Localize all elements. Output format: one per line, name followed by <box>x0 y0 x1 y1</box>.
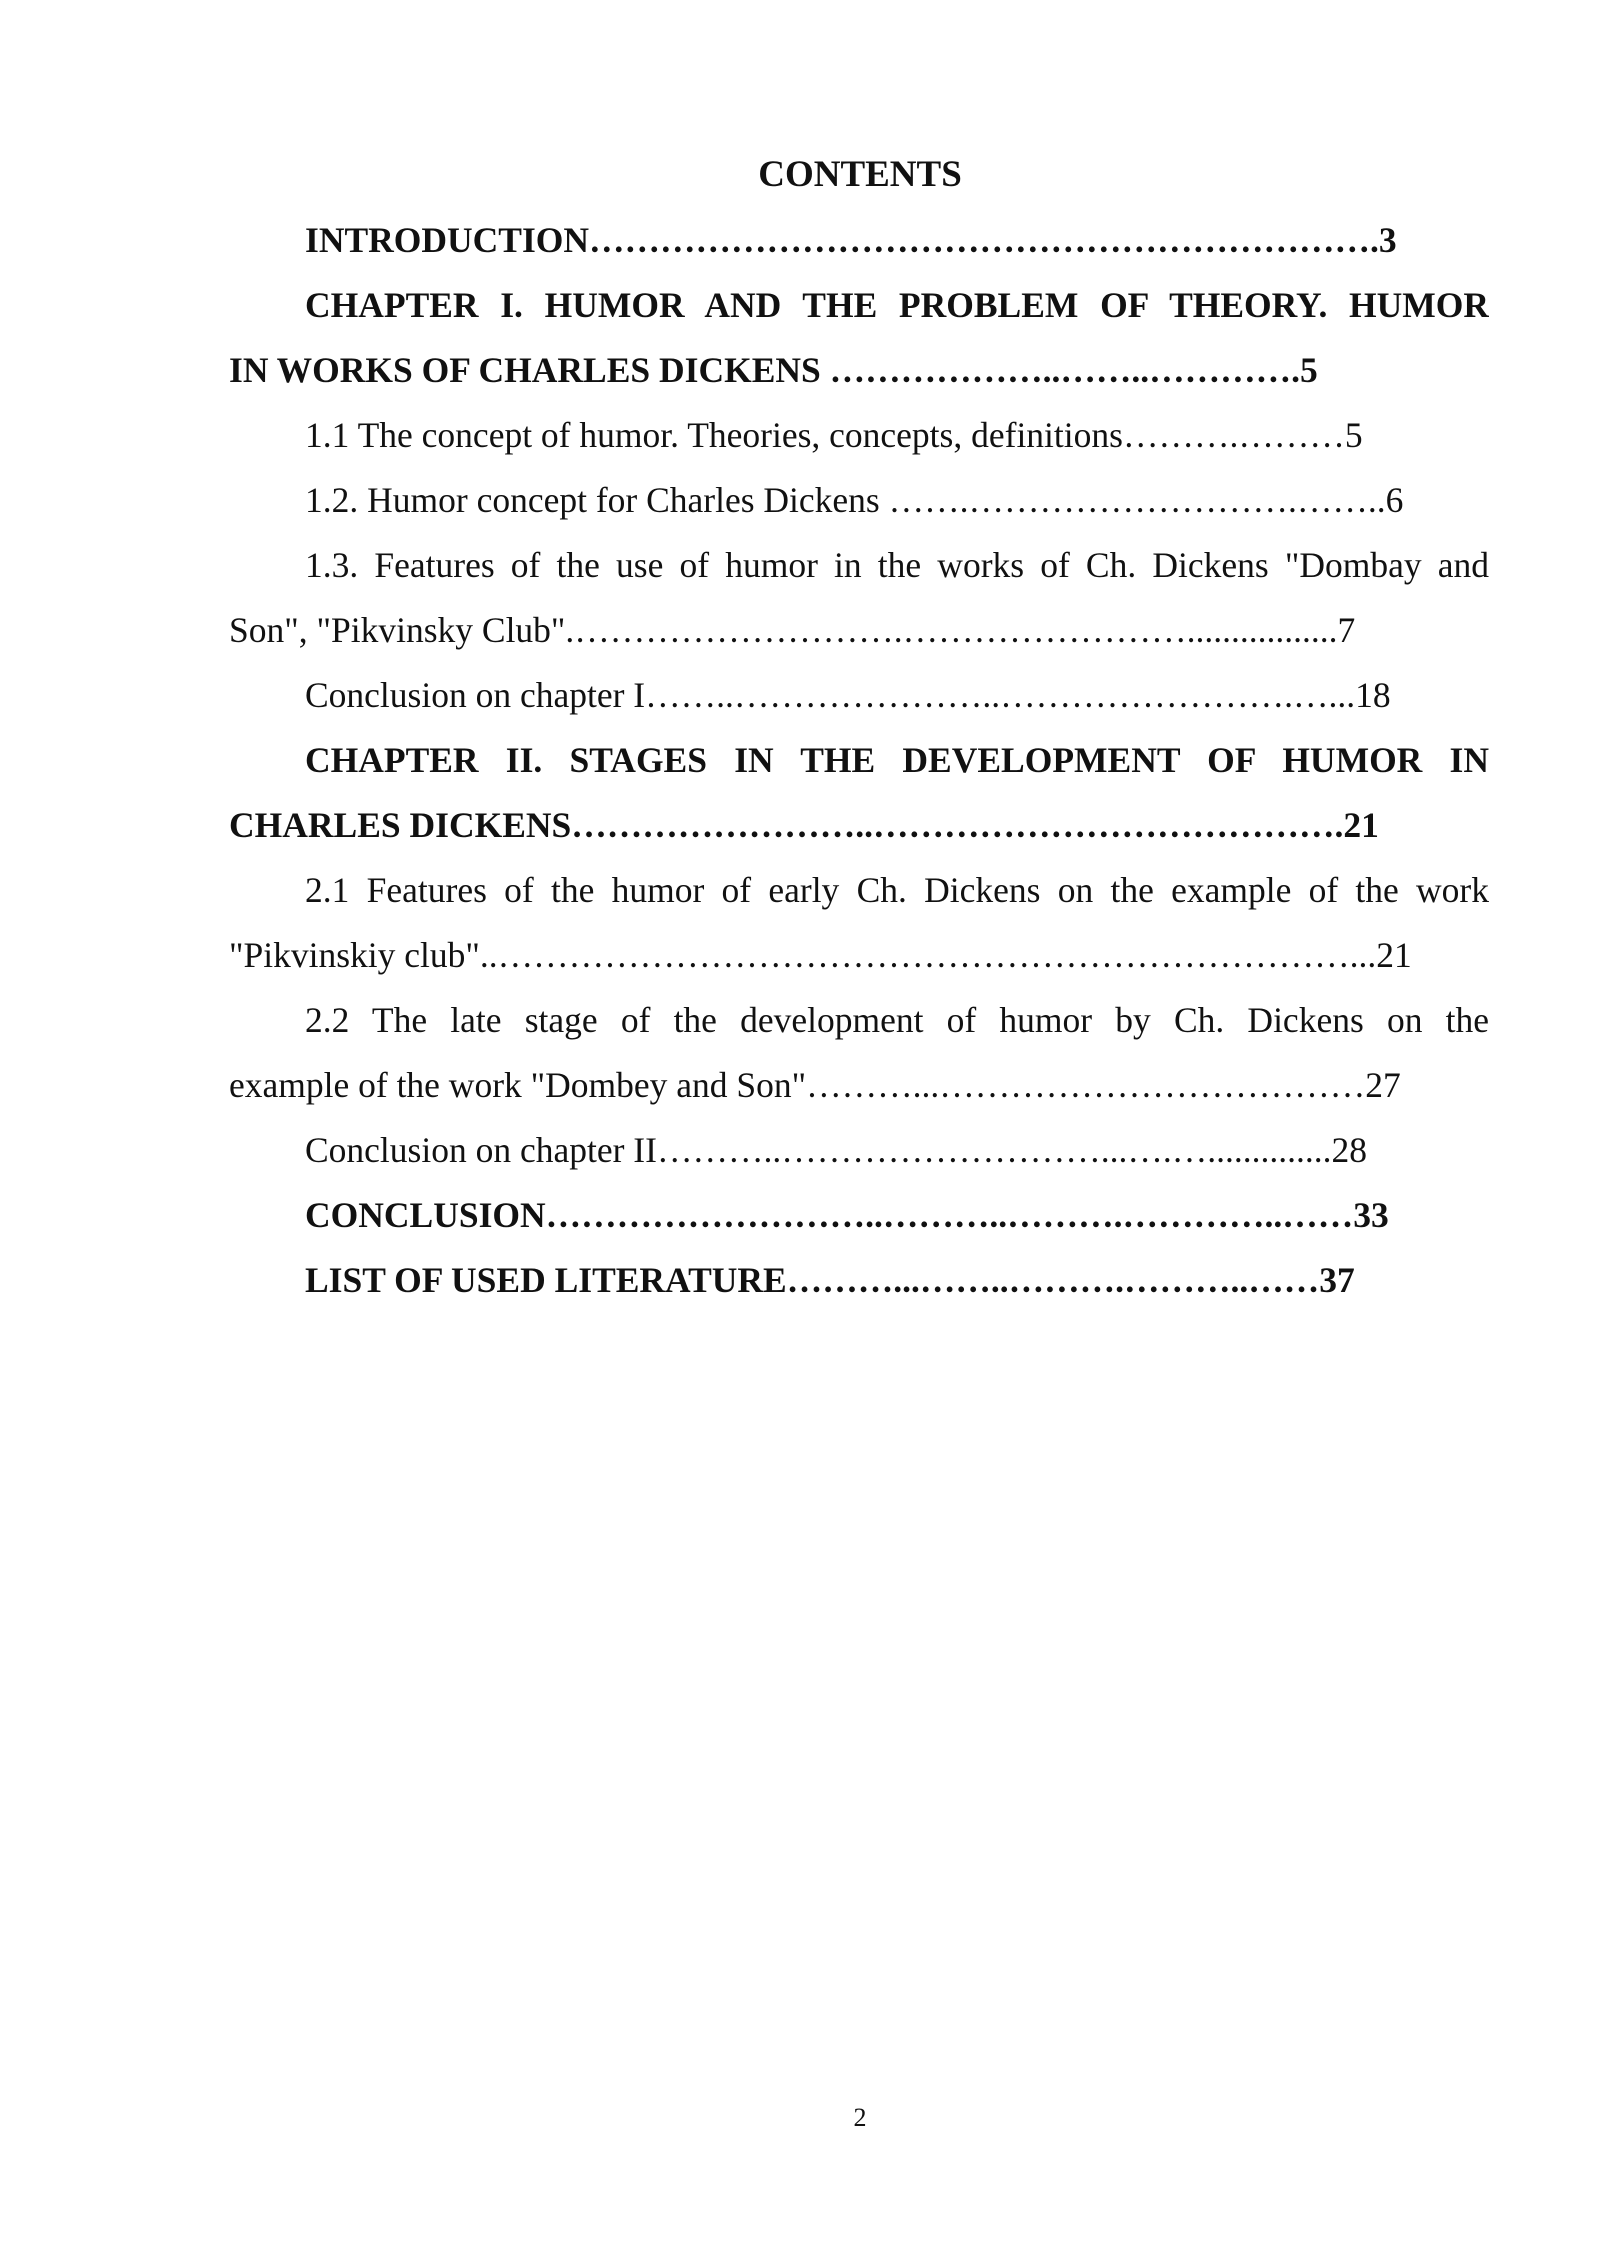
toc-entry-title-line: CHAPTER II. STAGES IN THE DEVELOPMENT OF HUMOR IN <box>305 740 1489 780</box>
toc-entry <box>229 1118 1489 1183</box>
page-number: 2 <box>853 2103 867 2132</box>
toc-entry-continuation-line: example of the work "Dombey and Son"………...………………………………27 <box>229 1065 1401 1105</box>
toc-entry-title-line: 2.2 The late stage of the development of humor by Ch. Dickens on the <box>305 1000 1489 1040</box>
toc-entry <box>229 988 1489 1118</box>
toc-entry <box>229 858 1489 988</box>
toc-entry-title-line: CHAPTER I. HUMOR AND THE PROBLEM OF THEORY. HUMOR <box>305 285 1489 325</box>
toc-entry <box>229 663 1489 728</box>
toc-entry-title-line: Conclusion on chapter II………..………………………...….…..............28 <box>305 1130 1367 1170</box>
toc-entry <box>229 728 1489 858</box>
table-of-contents <box>229 208 1489 1313</box>
toc-entry-title-line: 1.1 The concept of humor. Theories, concepts, definitions……….………5 <box>305 415 1363 455</box>
toc-entry-title-line: 1.3. Features of the use of humor in the works of Ch. Dickens "Dombay and <box>305 545 1489 585</box>
toc-entry-title-line: INTRODUCTION………………………………………………………….3 <box>305 220 1397 260</box>
toc-entry <box>229 403 1489 468</box>
toc-entry-title-line: 2.1 Features of the humor of early Ch. Dickens on the example of the work <box>305 870 1489 910</box>
toc-entry <box>229 533 1489 663</box>
toc-entry-continuation-line: IN WORKS OF CHARLES DICKENS ………………..……..………….5 <box>229 350 1318 390</box>
toc-entry-continuation-line: "Pikvinskiy club"..………………………………………………………………...21 <box>229 935 1412 975</box>
contents-heading: CONTENTS <box>758 154 962 195</box>
toc-entry <box>229 208 1489 273</box>
toc-entry-title-line: LIST OF USED LITERATURE………...……..……….………..……37 <box>305 1260 1355 1300</box>
toc-entry <box>229 1248 1489 1313</box>
toc-entry-title-line: Conclusion on chapter I……..…………………..…………………….…...18 <box>305 675 1391 715</box>
toc-entry-title-line: 1.2. Humor concept for Charles Dickens …….……………………….……..6 <box>305 480 1404 520</box>
toc-entry-continuation-line: CHARLES DICKENS……………………..………………………………….21 <box>229 805 1379 845</box>
toc-entry <box>229 1183 1489 1248</box>
toc-entry <box>229 273 1489 403</box>
toc-entry-title-line: CONCLUSION………………………..………..……….…………..……33 <box>305 1195 1389 1235</box>
toc-entry-continuation-line: Son", "Pikvinsky Club".……………………….…………………….................7 <box>229 610 1356 650</box>
toc-entry <box>229 468 1489 533</box>
